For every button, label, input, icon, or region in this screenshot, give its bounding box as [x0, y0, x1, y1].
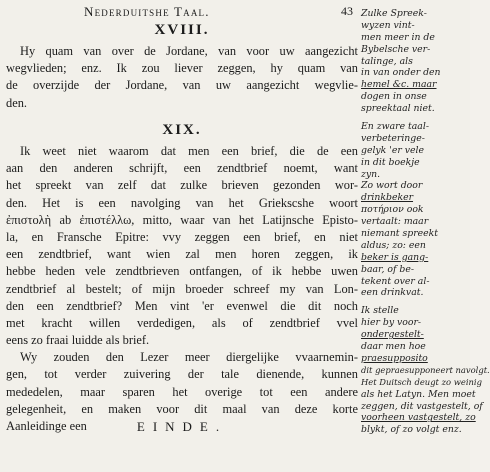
- margin-line: aldus; zo: een: [361, 239, 426, 251]
- margin-line: ondergestelt-: [361, 329, 424, 341]
- margin-line: blykt, of zo volgt enz.: [361, 424, 462, 436]
- text-line: mededelen, maar sparen het overige tot een andere: [6, 384, 358, 399]
- page-number: 43: [341, 4, 353, 18]
- margin-line: daar men hoe: [361, 341, 426, 353]
- margin-line: zeggen, dit vastgestelt, of: [361, 400, 483, 412]
- margin-line: Zulke Spreek-: [361, 8, 427, 19]
- text-line: wegvlieden; enz. Ik zou liever zeggen, hy quam van: [6, 61, 358, 76]
- printed-text-column: [6, 2, 358, 472]
- margin-line: En zware taal-: [361, 121, 429, 133]
- margin-line: een drinkvat.: [361, 287, 424, 299]
- margin-line: men meer in de: [361, 31, 435, 43]
- closing-word: EINDE.: [136, 419, 228, 434]
- margin-line: talinge, als: [361, 55, 413, 67]
- margin-line: spreektaal niet.: [361, 103, 435, 115]
- margin-line: Ik stelle: [361, 305, 399, 317]
- margin-line: beker is gang-: [361, 251, 429, 263]
- section-heading-xix: XIX.: [162, 122, 202, 138]
- text-line: Hy quam van over de Jordane, van voor uw aangezicht: [20, 44, 358, 58]
- margin-line: dit gepraesupponeert navolgt.: [361, 364, 490, 375]
- margin-line: hier by voor-: [361, 317, 422, 329]
- text-line: ἐπιστολὴ ab ἐπιστέλλω, mitto, waar van het Latijnsche Episto-: [6, 212, 358, 227]
- text-line: gelegenheit, en maken voor dit maal van deze korte: [6, 401, 358, 416]
- margin-line: Zo wort door: [361, 180, 423, 192]
- margin-line: baar, of be-: [361, 263, 414, 275]
- section-xviii-text: [6, 43, 358, 112]
- text-line: met kracht willen verdedigen, als of zendtbrief vvel: [6, 315, 358, 330]
- margin-line: als het Latyn. Men moet: [361, 388, 476, 400]
- margin-line: hemel &c. maar: [361, 79, 437, 91]
- section-heading-xviii: XVIII.: [154, 22, 210, 38]
- text-line: een zendtbrief, want wien zal men horen zeggen, ik: [6, 247, 358, 262]
- handwritten-marginalia: [361, 8, 490, 470]
- text-line: het spreekt van zelf dat zulke brieven gezonden wor-: [6, 178, 358, 193]
- text-line: Ik weet niet waarom dat men een brief, die de een: [20, 144, 358, 158]
- text-line: den. Het is een navolging van het Griekscshe woort: [6, 195, 358, 210]
- margin-line: gelyk 'er vele: [361, 144, 424, 156]
- margin-line: Het Duitsch deugt zo weinig: [361, 376, 482, 387]
- text-line: de overzijde der Jordane, van uw aangezicht wegvlie-: [6, 78, 358, 93]
- margin-line: verbeteringe-: [361, 132, 425, 144]
- margin-line: dogen in onse: [361, 91, 427, 103]
- margin-line: zyn.: [361, 168, 381, 180]
- margin-line: wyzen vint-: [361, 19, 415, 31]
- section-xix-text: [6, 143, 358, 435]
- margin-line: drinkbeker: [361, 192, 414, 204]
- margin-line: vertaalt: maar: [361, 216, 429, 228]
- text-line: den.: [6, 95, 27, 110]
- text-line: Aanleidinge een: [6, 419, 87, 433]
- margin-line: in van onder den: [361, 67, 441, 79]
- margin-line: voorheen vastgestelt, zo: [361, 412, 476, 424]
- margin-line: Bybelsche ver-: [361, 43, 431, 55]
- margin-line: ποτήριον ook: [361, 204, 424, 216]
- text-line: aan den anderen schrijft, een zendtbrief noemt, want: [6, 161, 358, 176]
- margin-line: tekent over al-: [361, 275, 430, 287]
- running-title: Nederduitshe Taal.: [84, 4, 210, 19]
- margin-line: praesupposito: [361, 352, 428, 364]
- text-line: la, en Fransche Epitre: vvy zeggen een brief, en niet: [6, 229, 358, 244]
- margin-line: in dit boekje: [361, 156, 420, 168]
- text-line: zendtbrief al bestelt; of mijn broeder schreef my van Lon-: [6, 281, 358, 296]
- text-line: gen, tot verder zuivering der tale dienende, kunnen: [6, 367, 358, 382]
- text-line: hebbe heden vele zendtbrieven ontfangen, of ik hebbe uwen: [6, 264, 358, 279]
- text-line: eens zo fraai luidde als brief.: [6, 333, 150, 348]
- margin-line: niemant spreekt: [361, 228, 439, 240]
- text-line: den een zendtbrief? Men vint 'er evenwel die dit noch: [6, 298, 358, 313]
- text-line: Wy zouden den Lezer meer diergelijke vvaarnemin-: [20, 350, 358, 365]
